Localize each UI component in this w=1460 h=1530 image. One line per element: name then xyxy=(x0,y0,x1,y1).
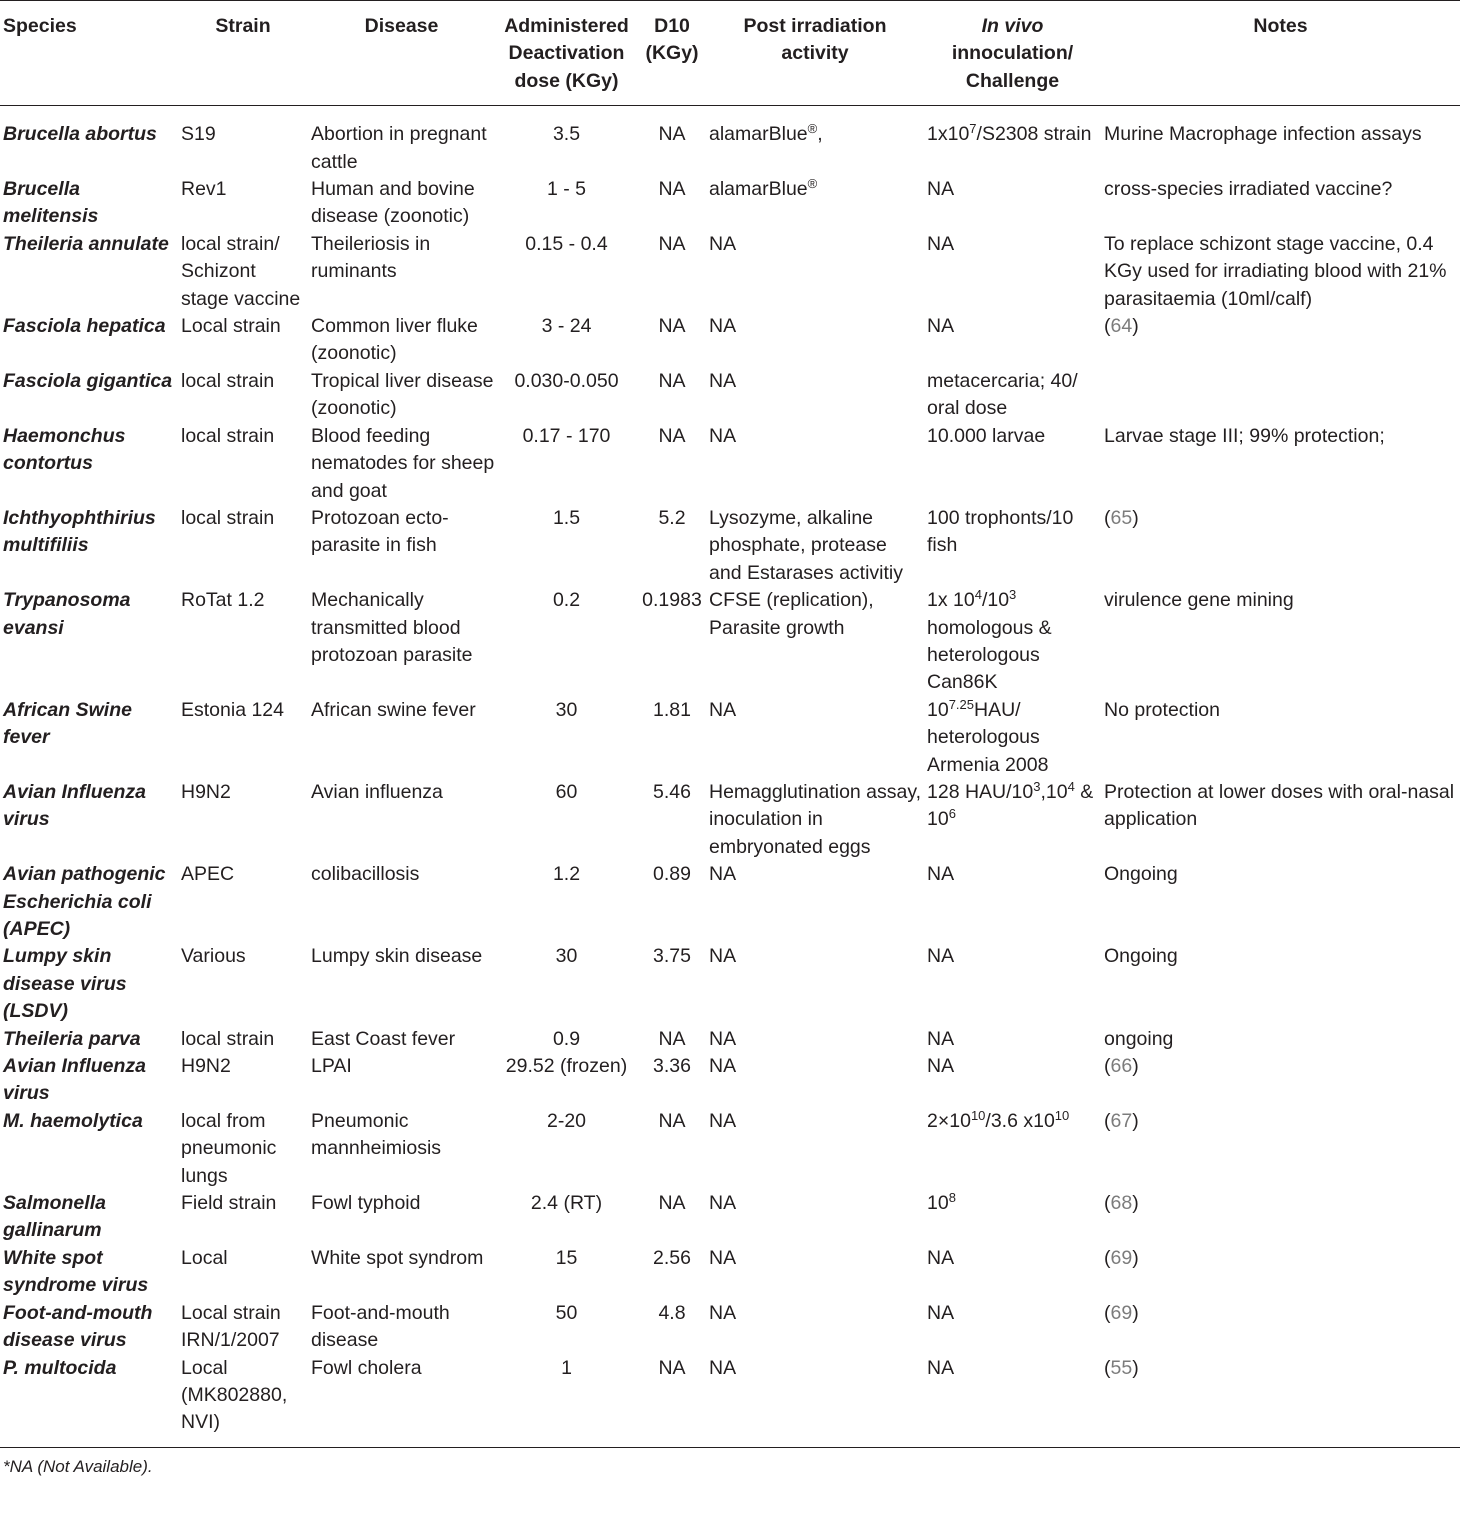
cell-invivo: 1x $10^4/10^3$ homologous & heterologous Can86K xyxy=(927,587,1052,694)
cell-species: Salmonella gallinarum xyxy=(3,1192,106,1242)
cell-invivo: NA xyxy=(927,1246,955,1269)
cell-notes: (64) xyxy=(1104,315,1139,338)
cell-d10: NA xyxy=(658,1192,686,1215)
cell-d10: NA xyxy=(658,178,686,201)
cell-invivo: NA xyxy=(927,1055,955,1078)
cell-activity: NA xyxy=(709,1055,737,1078)
reference-link[interactable]: 65 xyxy=(1110,506,1133,529)
table-row xyxy=(0,505,1460,587)
cell-invivo: metacercaria; 40/ oral dose xyxy=(927,369,1078,420)
cell-notes: Murine Macrophage infection assays xyxy=(1104,123,1422,146)
cell-strain: Estonia 124 xyxy=(181,698,284,721)
table-row xyxy=(0,423,1460,505)
cell-dose: 2-20 xyxy=(546,1109,587,1132)
cell-dose: 60 xyxy=(555,780,578,803)
cell-notes: (69) xyxy=(1104,1301,1139,1324)
cell-notes xyxy=(1101,368,1460,423)
cell-activity: NA xyxy=(709,945,737,968)
cell-d10: NA xyxy=(658,315,686,338)
table-row xyxy=(0,231,1460,313)
cell-disease: African swine fever xyxy=(311,698,476,721)
superscript: 4 xyxy=(1067,778,1075,794)
cell-disease: East Coast fever xyxy=(311,1027,456,1050)
superscript: 10 xyxy=(1054,1107,1070,1123)
footnote: *NA (Not Available). xyxy=(0,1447,1460,1478)
superscript: 6 xyxy=(948,806,956,822)
header-invivo xyxy=(924,1,1101,106)
reference-link[interactable]: 69 xyxy=(1110,1246,1133,1269)
cell-invivo: $2\times 10^{10}/3.6$ $x10^{10}$ xyxy=(927,1107,1070,1132)
cell-species: Brucella abortus xyxy=(3,123,157,146)
cell-species: Foot-and-mouth disease virus xyxy=(3,1301,153,1352)
cell-activity: NA xyxy=(709,424,737,447)
cell-activity: NA xyxy=(709,369,737,392)
cell-strain: local strain xyxy=(181,424,275,447)
cell-disease: Theileriosis in ruminants xyxy=(311,232,431,283)
cell-invivo: $1x10^7/S2308$ strain xyxy=(927,121,1092,146)
cell-invivo: 128 HAU/$10^3,10^4$ & $10^6$ xyxy=(927,778,1094,831)
cell-notes: To replace schizont stage vaccine, 0.4 KGy used for irradiating blood with 21% parasitaemia (10ml/calf) xyxy=(1104,232,1447,310)
cell-activity: NA xyxy=(709,1301,737,1324)
cell-disease: Protozoan ecto-parasite in fish xyxy=(311,506,449,557)
cell-d10: NA xyxy=(658,424,686,447)
cell-activity: NA xyxy=(709,698,737,721)
table-row xyxy=(0,1300,1460,1355)
cell-notes: ongoing xyxy=(1104,1027,1174,1050)
cell-d10: 0.89 xyxy=(653,863,691,886)
header-strain: Strain xyxy=(215,15,271,37)
cell-disease: Pneumonic mannheimiosis xyxy=(311,1109,442,1160)
cell-invivo: NA xyxy=(927,945,955,968)
header-invivo-italic: In vivo xyxy=(981,15,1044,37)
table-row xyxy=(0,943,1460,1025)
cell-species: Trypanosoma evansi xyxy=(3,589,131,639)
superscript: 3 xyxy=(1033,778,1041,794)
cell-species: Fasciola gigantica xyxy=(3,369,173,392)
registered-mark: ® xyxy=(807,176,818,192)
header-invivo-rest: innoculation/ Challenge xyxy=(951,42,1074,92)
superscript: 10 xyxy=(970,1107,986,1123)
superscript: 7 xyxy=(969,121,977,137)
header-notes: Notes xyxy=(1253,15,1308,37)
cell-disease: Abortion in pregnant cattle xyxy=(311,123,487,173)
table-row xyxy=(0,368,1460,423)
cell-activity: Lysozyme, alkaline phosphate, protease and Estarases activitiy xyxy=(709,506,904,584)
cell-notes: Ongoing xyxy=(1104,945,1178,968)
cell-invivo: NA xyxy=(927,863,955,886)
superscript: 8 xyxy=(948,1190,956,1206)
cell-d10: 4.8 xyxy=(658,1301,686,1324)
cell-invivo: NA xyxy=(927,1027,955,1050)
cell-invivo: NA xyxy=(927,1356,955,1379)
cell-invivo: $10^{7.25}HAU/$ heterologous Armenia 2008 xyxy=(927,696,1049,776)
cell-strain: local strain xyxy=(181,369,275,392)
cell-disease: Human and bovine disease (zoonotic) xyxy=(311,178,475,228)
cell-d10: 2.56 xyxy=(653,1246,691,1269)
cell-disease: Common liver fluke (zoonotic) xyxy=(311,315,478,365)
header-disease: Disease xyxy=(364,15,439,37)
cell-notes: Protection at lower doses with oral-nasal application xyxy=(1104,780,1455,831)
cell-activity: NA xyxy=(709,1246,737,1269)
cell-d10: 3.75 xyxy=(653,945,691,968)
cell-notes: virulence gene mining xyxy=(1104,589,1294,612)
cell-disease: Fowl typhoid xyxy=(311,1192,421,1215)
table-row xyxy=(0,1053,1460,1108)
cell-species: Brucella melitensis xyxy=(3,178,99,228)
reference-link[interactable]: 68 xyxy=(1110,1192,1133,1215)
cell-strain: APEC xyxy=(181,863,235,886)
cell-notes: Ongoing xyxy=(1104,863,1178,886)
cell-disease: Avian influenza xyxy=(311,780,443,803)
cell-disease: Lumpy skin disease xyxy=(311,945,483,968)
cell-strain: H9N2 xyxy=(181,1055,231,1078)
cell-dose: 15 xyxy=(555,1246,578,1269)
cell-d10: NA xyxy=(658,1109,686,1132)
cell-d10: NA xyxy=(658,369,686,392)
cell-strain: Field strain xyxy=(181,1192,277,1215)
header-row xyxy=(0,1,1460,106)
cell-notes: (67) xyxy=(1104,1109,1139,1132)
cell-dose: 30 xyxy=(555,698,578,721)
table-row xyxy=(0,106,1460,176)
cell-dose: 29.52 (frozen) xyxy=(505,1055,628,1078)
cell-invivo: NA xyxy=(927,315,955,338)
cell-activity: NA xyxy=(709,1192,737,1215)
cell-activity: NA xyxy=(709,1027,737,1050)
cell-strain: Rev1 xyxy=(181,178,227,201)
cell-species: Theileria annulate xyxy=(3,232,169,255)
table-row xyxy=(0,779,1460,861)
table-row xyxy=(0,861,1460,943)
cell-activity: NA xyxy=(709,1356,737,1379)
cell-activity: alamarBlue® xyxy=(709,176,818,201)
cell-disease: Fowl cholera xyxy=(311,1356,422,1379)
cell-strain: local strain xyxy=(181,506,275,529)
table-row xyxy=(0,587,1460,697)
header-d10: D10 (KGy) xyxy=(645,15,699,65)
cell-strain: Various xyxy=(181,945,246,968)
cell-d10: 1.81 xyxy=(653,698,691,721)
cell-dose: 1 xyxy=(561,1356,572,1379)
cell-dose: 30 xyxy=(555,945,578,968)
table-row xyxy=(0,313,1460,368)
reference-link[interactable]: 69 xyxy=(1110,1301,1133,1324)
reference-link[interactable]: 67 xyxy=(1110,1109,1133,1132)
cell-species: White spot syndrome virus xyxy=(3,1246,149,1297)
cell-strain: Local xyxy=(181,1246,228,1269)
cell-notes: cross-species irradiated vaccine? xyxy=(1104,178,1393,201)
header-activity: Post irradiation activity xyxy=(743,15,887,65)
cell-dose: 0.030-0.050 xyxy=(514,369,619,392)
cell-d10: NA xyxy=(658,1356,686,1379)
cell-disease: colibacillosis xyxy=(311,863,420,886)
cell-dose: 3 - 24 xyxy=(541,315,592,338)
cell-activity: NA xyxy=(709,863,737,886)
cell-activity: NA xyxy=(709,232,737,255)
superscript: 7.25 xyxy=(948,696,975,712)
cell-activity: alamarBlue®, xyxy=(709,121,823,146)
cell-notes: (66) xyxy=(1104,1055,1139,1078)
cell-d10: 0.1983 xyxy=(642,589,702,612)
cell-dose: 0.17 - 170 xyxy=(522,424,611,447)
cell-species: Avian Influenza virus xyxy=(3,780,147,831)
cell-invivo: $10^8$ xyxy=(927,1190,956,1215)
table-row xyxy=(0,697,1460,779)
table-row xyxy=(0,1026,1460,1053)
cell-d10: NA xyxy=(658,123,686,146)
cell-strain: local from pneumonic lungs xyxy=(181,1109,277,1187)
cell-activity: CFSE (replication), Parasite growth xyxy=(709,589,874,639)
cell-disease: Tropical liver disease (zoonotic) xyxy=(311,369,494,420)
cell-disease: Mechanically transmitted blood protozoan parasite xyxy=(311,589,473,666)
cell-notes: (65) xyxy=(1104,506,1139,529)
table-row xyxy=(0,1190,1460,1245)
cell-d10: 5.46 xyxy=(653,780,691,803)
cell-d10: 3.36 xyxy=(653,1055,691,1078)
cell-strain: S19 xyxy=(181,123,216,146)
header-dose: Administered Deactivation dose (KGy) xyxy=(504,15,629,92)
reference-link[interactable]: 66 xyxy=(1110,1055,1133,1078)
header-species: Species xyxy=(3,15,77,37)
cell-notes: (68) xyxy=(1104,1192,1139,1215)
table-body xyxy=(0,106,1460,1448)
table-row xyxy=(0,176,1460,231)
cell-disease: Blood feeding nematodes for sheep and goat xyxy=(311,424,495,502)
cell-dose: 1.5 xyxy=(552,506,581,529)
cell-activity: NA xyxy=(709,315,737,338)
cell-species: Avian pathogenic Escherichia coli (APEC) xyxy=(3,863,166,940)
superscript: 3 xyxy=(1009,587,1017,603)
cell-species: African Swine fever xyxy=(3,698,132,749)
registered-mark: ® xyxy=(807,121,818,137)
cell-dose: 50 xyxy=(555,1301,578,1324)
cell-notes: No protection xyxy=(1104,698,1220,721)
cell-activity: NA xyxy=(709,1109,737,1132)
cell-notes: (55) xyxy=(1104,1356,1139,1379)
cell-strain: Local strain xyxy=(181,315,281,338)
cell-notes: Larvae stage III; 99% protection; xyxy=(1104,424,1385,447)
cell-strain: local strain/ Schizont stage vaccine xyxy=(181,232,301,310)
cell-strain: H9N2 xyxy=(181,780,231,803)
footnote-row xyxy=(0,1447,1460,1478)
cell-dose: 2.4 (RT) xyxy=(530,1192,603,1215)
cell-notes: (69) xyxy=(1104,1246,1139,1269)
cell-invivo: 100 trophonts/10 fish xyxy=(927,506,1074,557)
table-row xyxy=(0,1245,1460,1300)
cell-species: Lumpy skin disease virus (LSDV) xyxy=(3,945,127,1023)
cell-species: Haemonchus contortus xyxy=(3,424,126,475)
table-row xyxy=(0,1108,1460,1190)
table-row xyxy=(0,1355,1460,1448)
superscript: 4 xyxy=(974,587,982,603)
cell-strain: local strain xyxy=(181,1027,275,1050)
cell-invivo: NA xyxy=(927,178,955,201)
cell-dose: 0.9 xyxy=(552,1027,581,1050)
cell-species: Theileria parva xyxy=(3,1027,141,1050)
cell-d10: NA xyxy=(658,1027,686,1050)
reference-link[interactable]: 55 xyxy=(1110,1356,1133,1379)
cell-strain: Local strain IRN/1/2007 xyxy=(181,1301,281,1352)
cell-species: Fasciola hepatica xyxy=(3,315,166,338)
cell-strain: RoTat 1.2 xyxy=(181,589,265,612)
cell-invivo: 10.000 larvae xyxy=(927,424,1046,447)
cell-d10: NA xyxy=(658,232,686,255)
cell-dose: 3.5 xyxy=(552,123,581,146)
cell-disease: White spot syndrom xyxy=(311,1246,484,1269)
cell-species: Avian Influenza virus xyxy=(3,1055,147,1105)
cell-species: P. multocida xyxy=(3,1356,117,1379)
cell-species: M. haemolytica xyxy=(3,1109,143,1132)
cell-strain: Local (MK802880, NVI) xyxy=(181,1356,288,1434)
cell-activity: Hemagglutination assay, inoculation in embryonated eggs xyxy=(709,780,922,858)
cell-invivo: NA xyxy=(927,1301,955,1324)
cell-dose: 1 - 5 xyxy=(546,178,587,201)
cell-disease: LPAI xyxy=(311,1055,352,1078)
cell-species: Ichthyophthirius multifiliis xyxy=(3,506,156,557)
cell-disease: Foot-and-mouth disease xyxy=(311,1301,450,1352)
cell-d10: 5.2 xyxy=(658,506,686,529)
cell-invivo: NA xyxy=(927,232,955,255)
reference-link[interactable]: 64 xyxy=(1110,315,1133,338)
cell-dose: 1.2 xyxy=(552,863,581,886)
cell-dose: 0.2 xyxy=(552,589,581,612)
cell-dose: 0.15 - 0.4 xyxy=(525,232,608,255)
